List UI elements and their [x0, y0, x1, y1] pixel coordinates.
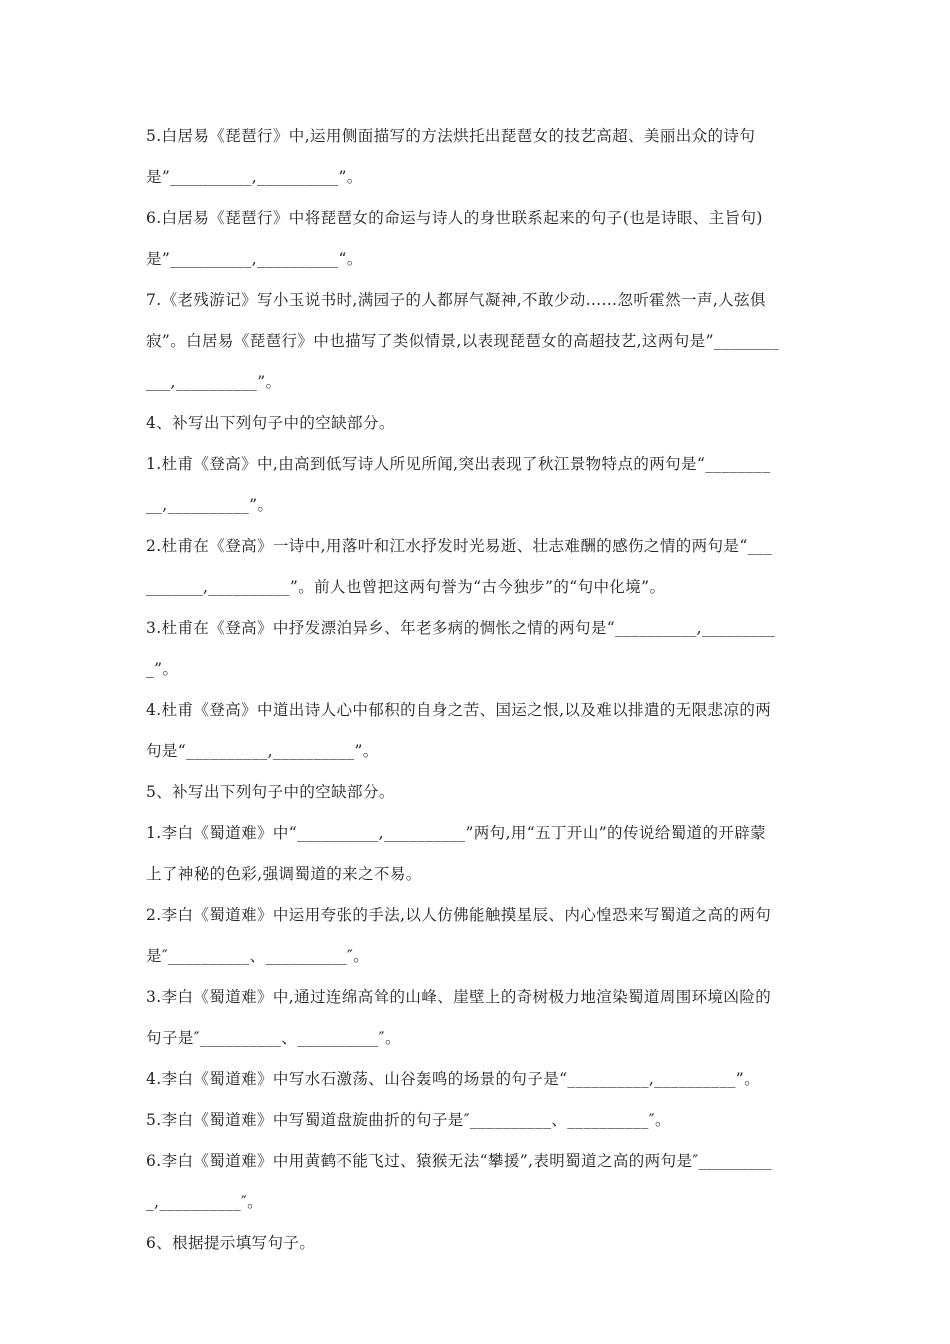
section-heading: 5、补写出下列句子中的空缺部分。	[146, 783, 395, 801]
question-content	[146, 122, 810, 1270]
text-line: 3.杜甫在《登高》中抒发漂泊异乡、年老多病的惆怅之情的两句是“__________,_________	[146, 619, 776, 637]
text-line: 是″__________、__________″。	[146, 947, 370, 965]
text-line: 1.李白《蜀道难》中“__________,__________”两句,用“五丁开山”的传说给蜀道的开辟蒙	[146, 824, 767, 842]
text-line: 7.《老残游记》写小玉说书时,满园子的人都屏气凝神,不敢少动……忽听霍然一声,人弦俱	[146, 291, 766, 309]
text-line: 5.白居易《琵琶行》中,运用侧面描写的方法烘托出琵琶女的技艺高超、美丽出众的诗句	[146, 127, 756, 145]
text-line: 3.李白《蜀道难》中,通过连绵高耸的山峰、崖壁上的奇树极力地渲染蜀道周围环境凶险的	[146, 988, 772, 1006]
text-line: 是”__________,__________”。	[146, 168, 363, 186]
text-line: 4.李白《蜀道难》中写水石激荡、山谷轰鸣的场景的句子是“__________,__________”。	[146, 1070, 760, 1088]
section-heading: 4、补写出下列句子中的空缺部分。	[146, 414, 395, 432]
text-line: 2.杜甫在《登高》一诗中,用落叶和江水抒发时光易逝、壮志难酬的感伤之情的两句是“___	[146, 537, 773, 555]
text-line: _”。	[146, 660, 179, 678]
text-line: 4.杜甫《登高》中道出诗人心中郁积的自身之苦、国运之恨,以及难以排遣的无限悲凉的两	[146, 701, 772, 719]
text-line: 句是“__________,__________”。	[146, 742, 379, 760]
text-line: 6.李白《蜀道难》中用黄鹤不能飞过、猿猴无法“攀援”,表明蜀道之高的两句是″_________	[146, 1152, 772, 1170]
text-line: _______,__________”。前人也曾把这两句誉为“古今独步”的“句中化境”。	[146, 578, 666, 596]
text-line: 句子是″__________、__________″。	[146, 1029, 401, 1047]
text-line: 2.李白《蜀道难》中运用夸张的手法,以人仿佛能触摸星辰、内心惶恐来写蜀道之高的两句	[146, 906, 772, 924]
text-line: __,__________”。	[146, 496, 274, 514]
text-line: _,__________″。	[146, 1193, 264, 1211]
text-line: 是”__________,__________“。	[146, 250, 363, 268]
text-line: 寂”。白居易《琵琶行》中也描写了类似情景,以表现琵琶女的高超技艺,这两句是”________	[146, 332, 780, 350]
text-line: 1.杜甫《登高》中,由高到低写诗人所见所闻,突出表现了秋江景物特点的两句是“________	[146, 455, 771, 473]
section-heading: 6、根据提示填写句子。	[146, 1234, 316, 1252]
text-line: ___,__________”。	[146, 373, 282, 391]
text-line: 上了神秘的色彩,强调蜀道的来之不易。	[146, 865, 422, 883]
text-line: 5.李白《蜀道难》中写蜀道盘旋曲折的句子是″__________、__________″。	[146, 1111, 671, 1129]
text-line: 6.白居易《琵琶行》中将琵琶女的命运与诗人的身世联系起来的句子(也是诗眼、主旨句)	[146, 209, 763, 227]
